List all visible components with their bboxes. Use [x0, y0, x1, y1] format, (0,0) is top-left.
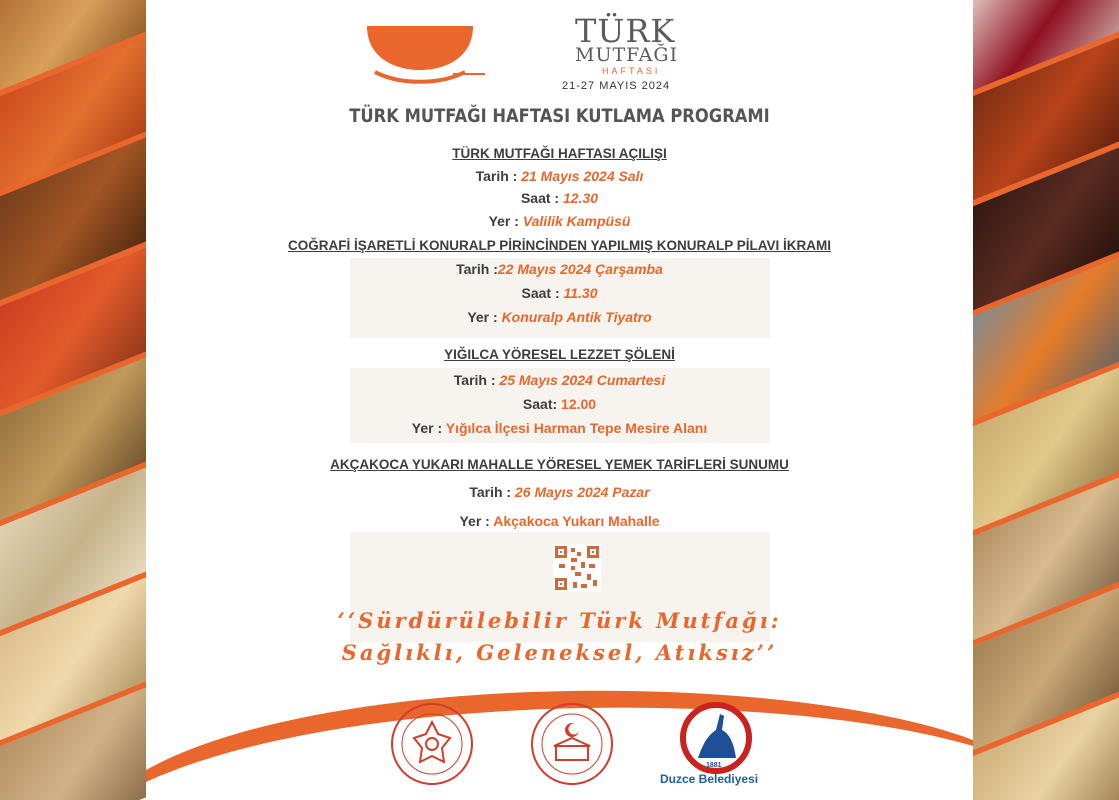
event3-heading: YIĞILCA YÖRESEL LEZZET ŞÖLENİ [444, 347, 675, 362]
bowl-logo-icon [305, 10, 535, 96]
event2-place: Yer : Konuralp Antik Tiyatro [467, 309, 652, 325]
event1-time: Saat : 12.30 [520, 190, 599, 206]
event1-place: Yer : Valilik Kampüsü [488, 213, 631, 229]
slogan-line2: Sağlıklı, Geleneksel, Atıksız’’ [341, 640, 778, 665]
event2-heading: COĞRAFİ İŞARETLİ KONURALP PİRİNCİNDEN YAPILMIŞ KONURALP PİLAVI İKRAMI [287, 238, 832, 253]
event4-heading: AKÇAKOCA YUKARI MAHALLE YÖRESEL YEMEK TARİFLERİ SUNUMU [330, 457, 789, 472]
event4-place: Yer : Akçakoca Yukarı Mahalle [459, 513, 660, 529]
event2-time: Saat : 11.30 [521, 285, 598, 301]
qr-code-icon[interactable] [553, 544, 601, 592]
event1-heading: TÜRK MUTFAĞI HAFTASI AÇILIŞI [452, 146, 667, 161]
event3-time: Saat: 12.00 [522, 396, 597, 412]
event3-date: Tarih : 25 Mayıs 2024 Cumartesi [453, 372, 666, 388]
governorship-seal-icon [528, 700, 616, 788]
slogan-line1: ‘‘Sürdürülebilir Türk Mutfağı: [337, 608, 782, 633]
ministry-culture-seal-icon [388, 700, 476, 788]
program-title: TÜRK MUTFAĞI HAFTASI KUTLAMA PROGRAMI [349, 105, 770, 127]
brand-title: TÜRK [575, 12, 676, 50]
event4-date: Tarih : 26 Mayıs 2024 Pazar [469, 484, 650, 500]
duzce-municipality-name: Duzce Belediyesi [660, 772, 759, 786]
event2-date: Tarih :22 Mayıs 2024 Çarşamba [456, 261, 663, 277]
event3-place: Yer : Yığılca İlçesi Harman Tepe Mesire Alanı [411, 420, 708, 436]
brand-dates: 21-27 MAYIS 2024 [562, 80, 671, 92]
brand-subtitle: MUTFAĞI [575, 44, 679, 66]
duzce-year: 1881 [706, 762, 722, 769]
brand-week: HAFTASI [602, 66, 661, 76]
event1-date: Tarih : 21 Mayıs 2024 Salı [475, 168, 644, 184]
